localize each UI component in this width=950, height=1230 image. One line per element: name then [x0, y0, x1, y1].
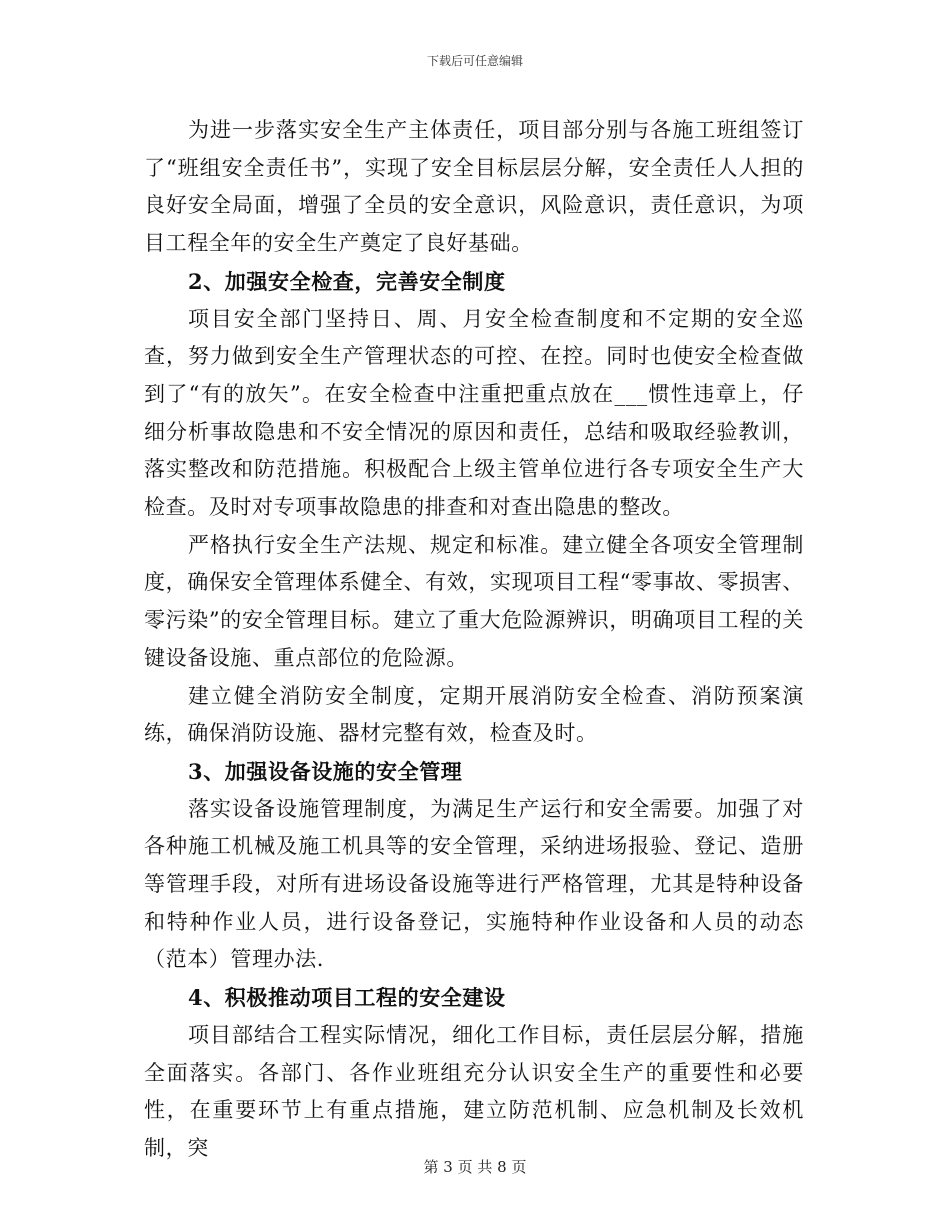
- section-heading-3: 3、加强设备设施的安全管理: [188, 758, 463, 784]
- paragraph-regulations: 严格执行安全生产法规、规定和标准。建立健全各项安全管理制度，确保安全管理体系健全、有效，实现项目工程“零事故、零损害、零污染”的安全管理目标。建立了重大危险源辨识，明确项目工程的关键设备设施、重点部位的危险源。: [144, 532, 804, 670]
- page-number: 第 3 页 共 8 页: [423, 1158, 527, 1176]
- section-heading-4: 4、积极推动项目工程的安全建设: [188, 985, 506, 1011]
- page-header-note: 下载后可任意编辑: [426, 54, 523, 68]
- paragraph-responsibility: 为进一步落实安全生产主体责任，项目部分别与各施工班组签订了“班组安全责任书”，实现了安全目标层层分解，安全责任人人担的良好安全局面，增强了全员的安全意识，风险意识，责任意识，为项目工程全年的安全生产奠定了良好基础。: [144, 118, 804, 256]
- paragraph-equipment: 落实设备设施管理制度，为满足生产运行和安全需要。加强了对各种施工机械及施工机具等的安全管理，采纳进场报验、登记、造册等管理手段，对所有进场设备设施等进行严格管理，尤其是特种设备和特种作业人员，进行设备登记，实施特种作业设备和人员的动态（范本）管理办法.: [144, 796, 804, 972]
- paragraph-fire-safety: 建立健全消防安全制度，定期开展消防安全检查、消防预案演练，确保消防设施、器材完整有效，检查及时。: [144, 683, 804, 746]
- document-body: [144, 112, 804, 1168]
- paragraph-inspection: 项目安全部门坚持日、周、月安全检查制度和不定期的安全巡查，努力做到安全生产管理状态的可控、在控。同时也使安全检查做到了“有的放矢”。在安全检查中注重把重点放在___惯性违章上，仔细分析事故隐患和不安全情况的原因和责任，总结和吸取经验教训，落实整改和防范措施。积极配合上级主管单位进行各专项安全生产大检查。及时对专项事故隐患的排查和对查出隐患的整改。: [144, 306, 804, 520]
- section-heading-2: 2、加强安全检查，完善安全制度: [188, 268, 506, 294]
- paragraph-project-safety: 项目部结合工程实际情况，细化工作目标，责任层层分解，措施全面落实。各部门、各作业班组充分认识安全生产的重要性和必要性，在重要环节上有重点措施，建立防范机制、应急机制及长效机制，突: [144, 1022, 804, 1160]
